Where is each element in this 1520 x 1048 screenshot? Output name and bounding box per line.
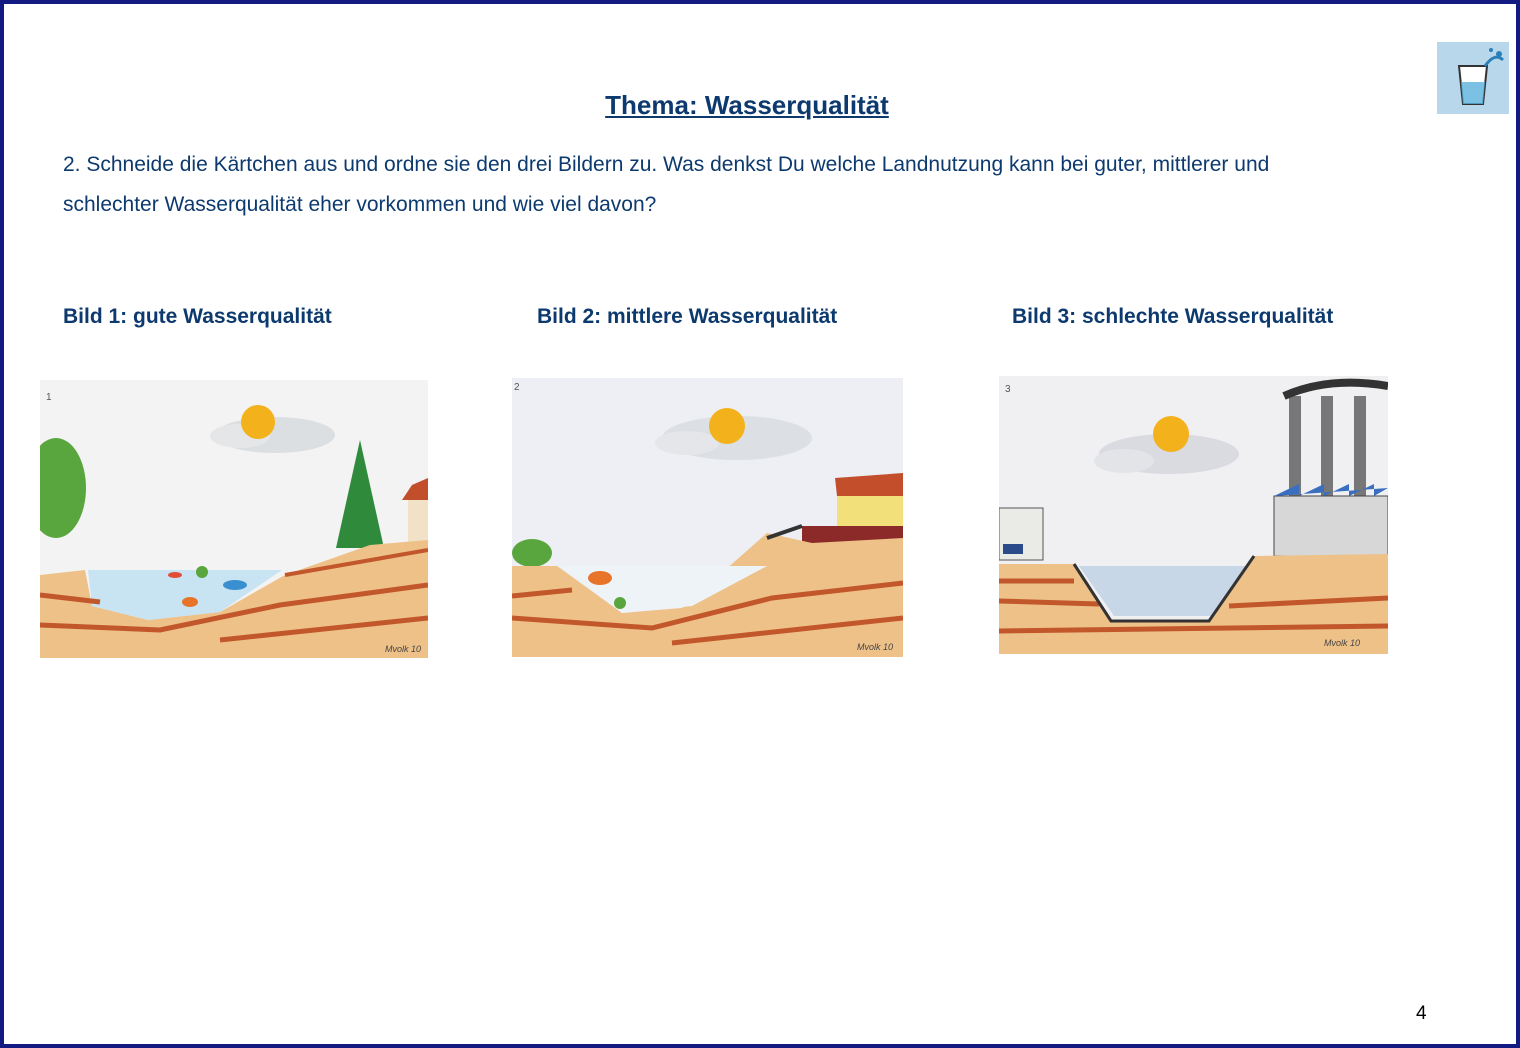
- caption-picture-3: Bild 3: schlechte Wasserqualität: [1012, 305, 1334, 328]
- caption-picture-2: Bild 2: mittlere Wasserqualität: [537, 305, 838, 328]
- frog-icon: [196, 566, 208, 578]
- illustration-bad: [999, 376, 1388, 654]
- picture-number: 3: [1005, 384, 1011, 395]
- illustration-good: [40, 380, 428, 658]
- picture-good-water-quality: [40, 380, 428, 658]
- picture-bad-water-quality: [999, 376, 1388, 654]
- task-line-2: schlechter Wasserqualität eher vorkommen und wie viel davon?: [63, 193, 657, 216]
- task-line-1: 2. Schneide die Kärtchen aus und ordne sie den drei Bildern zu. Was denkst Du welche Landnutzung kann bei guter, mittlerer und: [63, 153, 1270, 176]
- picture-medium-water-quality: [512, 378, 903, 657]
- sun-icon: [709, 408, 745, 444]
- illustration-medium: [512, 378, 903, 657]
- car-icon: [1003, 544, 1023, 554]
- task-instructions: [63, 145, 1423, 225]
- page-title: Thema: Wasserqualität: [605, 90, 889, 120]
- fish-icon: [588, 571, 612, 585]
- page-number: 4: [1416, 1003, 1427, 1024]
- sun-icon: [1153, 416, 1189, 452]
- picture-number: 2: [514, 382, 520, 393]
- sun-icon: [241, 405, 275, 439]
- caption-picture-1: Bild 1: gute Wasserqualität: [63, 305, 332, 328]
- frog-icon: [614, 597, 626, 609]
- artist-signature: Mvolk 10: [857, 642, 894, 652]
- picture-number: 1: [46, 392, 52, 403]
- artist-signature: Mvolk 10: [1324, 638, 1361, 648]
- artist-signature: Mvolk 10: [385, 644, 422, 654]
